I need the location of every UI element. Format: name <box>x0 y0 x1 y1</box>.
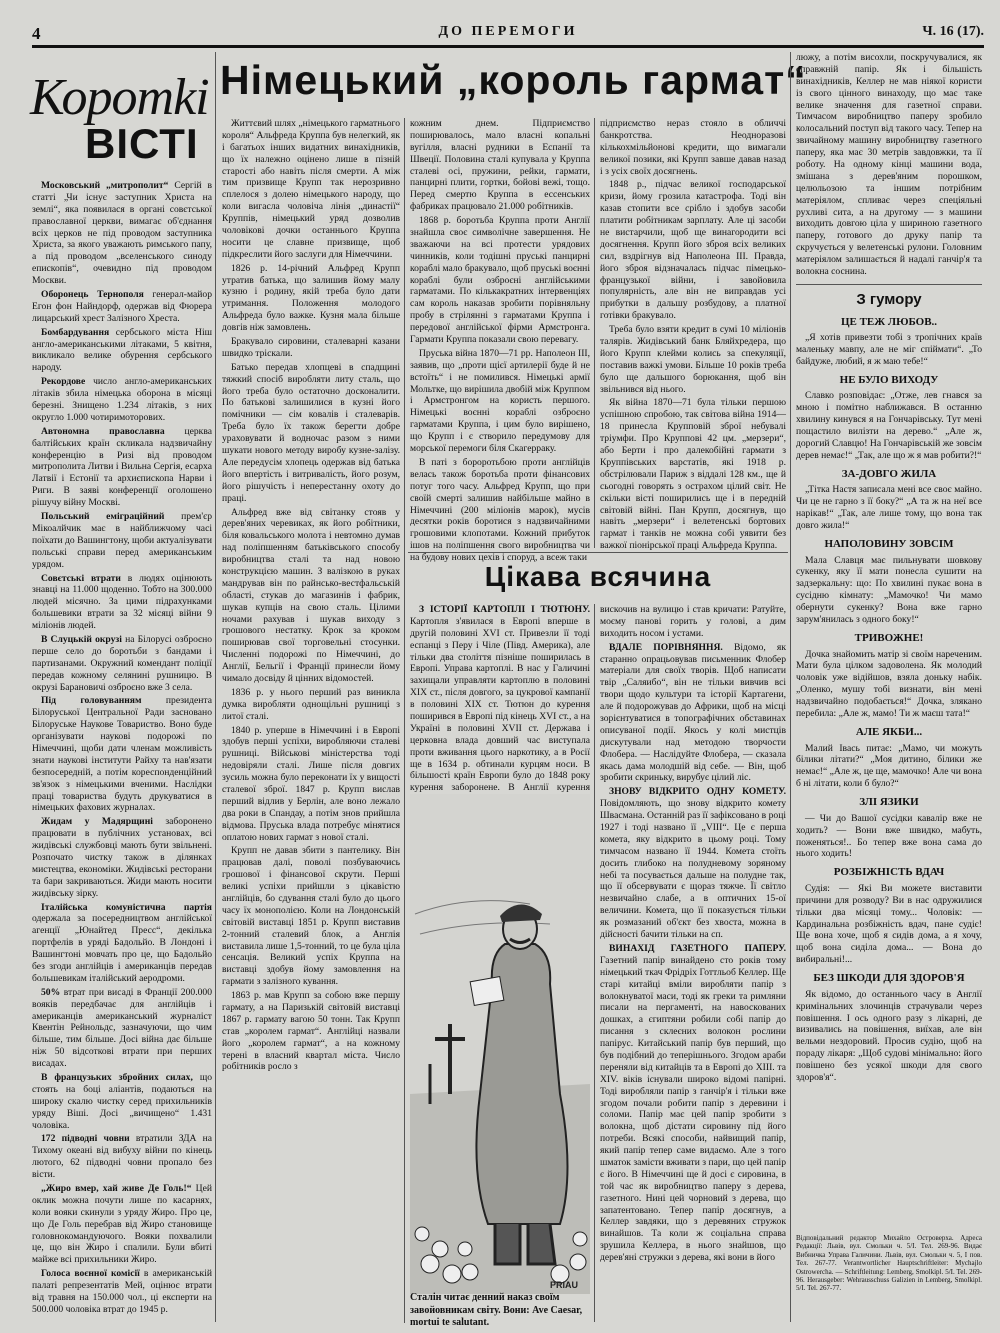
section-rule <box>796 284 982 285</box>
short-news-item <box>32 1183 212 1266</box>
column-divider <box>790 52 791 1322</box>
curiosity-item <box>600 604 786 640</box>
curiosity-item <box>600 943 786 1264</box>
curiosity-heading: З ІСТОРІЇ КАРТОПЛІ І ТЮТЮНУ. <box>419 604 590 615</box>
short-news-lead: Автономна православна <box>41 425 165 437</box>
short-news-lead: „Жиро вмер, хай живе Де Голь!“ <box>41 1183 192 1195</box>
humor-text: Дочка знайомить матір зі своїм нареченим. Мати була цілком задоволена. Як молодий чоловік уже відійшов, взяла доньку набік. „Оленко, мушу тобі визнати, він мені надзвичайно подобається!“ Дочка, злякано перебила: „Але ж, мамо! Ти ж маєш тата!“ <box>796 648 982 720</box>
humor-text: Мала Славця має пильнувати шовкову сукенку, яку її мати понесла сушити на задзеркальну: що: По хвилині пукає вона в сусідню кімнату: „Мамочко! Чи мамо обернути сукенку? Вона вже гарно зарум'янилась з одного боку!“ <box>796 554 982 626</box>
curiosities-column-1 <box>410 604 590 794</box>
krupp-paragraph: Треба було взяти кредит в сумі 10 міліонів талярів. Жидівський банк Бляйхредера, що його Крупп клейми колись за спекуляції, поставив важкі умови. Більше 10 років треба було ще дальшого борюкання, щоб він звільнився від нього. <box>600 324 786 395</box>
krupp-article-column-1 <box>222 118 400 1323</box>
short-news-lead: Рекордове <box>41 376 86 388</box>
humor-text: — Чи до Вашої сусідки кавалір вже не ходить? — Вони вже швидко, мабуть, поженяться!.. Бо тепер вже вона сама до нього ходить! <box>796 812 982 860</box>
humor-heading: АЛЕ ЯКБИ... <box>855 725 923 738</box>
short-news-lead: В французьких збройних силах, <box>41 1072 193 1084</box>
page-number: 4 <box>32 24 41 43</box>
section-rule <box>408 552 788 553</box>
short-news-text: на Білорусі озброєно перше село до боротьби з бандами і партизанами. Окружний комендант поліції передав кожному селянині рушницю. В окрузі Барановичі озброєно вже 3 села. <box>32 633 213 693</box>
short-news-lead: Бомбардування <box>41 326 110 338</box>
short-news-text: втрат при висаді в Франції 200.000 вояків передбачає для англійців і американців американський журналіст Квентін Рейнольдс, зазначуючи, що чим більше, тим більше. Досі війна дає більше ніж 50 відсоткові втрати при перших висадах. <box>32 986 212 1070</box>
right-column <box>796 52 982 1232</box>
short-news-text: Цей оклик можна почути лише по касарнях, коли вояки скинули з уряду Жиро. Про це, що Де Голь перебрав від Жиро становище головнокомандуючого. Вояки похвалили це, що він Жиро і спалили. Були вбиті майже всі прихильники Жиро. <box>32 1183 212 1266</box>
paper-article-continuation: люжу, а потім висохли, поскручувалися, як справжній папір. Як і більшість винахідників, Келлер не мав ніякої користи із свого цінного винаходу, що має таке велике значення для газетної справи. Тимчасом виробництво паперу зробило колосальний поступ від такого часу. Тепер на звичайному машину виробництву газетного паперу, яка має 30 метрів завдовжки, та її роботу. На одному кінці машини вода, змішана з дерев'яним порошком, целюльозою та іншим потрібним матеріялом, спливає через спеціяльні рухливі сита, а на другому — з машини виходить довгою ціла у шириною газетного паперу, готового до друку папір та скручується у велетенські рулони. Головним матеріялом залишається й надалі ганчір'я та волокна соснина. <box>796 52 982 278</box>
humor-text: „Я хотів привезти тобі з тропічних країв маленьку мавпу, але не міг спіймати“. „То байдуже, любий, я ж маю тебе!“ <box>796 332 982 367</box>
short-news-item <box>32 1072 212 1131</box>
krupp-paragraph: Як війна 1870—71 була тільки першою успішною спробою, так світова війна 1914—18 принесла Крупповій зброї небувалі тріумфи. Про Круппові 42 цм. „мерзери“, або Берти і про далекобійні гармати з Круппівських варстатів, які 1918 р. обстрілювали Париж з віддалі 128 км., ще й сьогодні говорять з острахом цілий світ. Не скільки вісті поширились ще і в передній світовій війні. Пан Крупп, досягнув, що навіть „мерзери“ і велетенські бортових гармат і танків не можна собі уявити без важкої піонірської праці Альфреда Круппа. <box>600 397 786 552</box>
curiosity-item <box>600 786 786 941</box>
krupp-paragraph: 1826 р. 14-річний Альфред Крупп утратив батька, що залишив йому малу кузню і родину, якій треба було дати утримання. Положення молодого Альфреда було важке. Кузня мала більше довгів ніж замовлень. <box>222 262 400 334</box>
short-news-text: втратили ЗДА на Тихому океані від вибуху війни по кінець лютого, 62 підводні човни пропало без вісти. <box>32 1133 212 1181</box>
short-news-text: церква балтійських країн скликала надзвичайну конференцію в Ризі від проводом митрополита Литви і Вильна Сергія, есарха Латвії і Естонії та архиєпископа Нарви і Риги. В заяві конференції оголошено рішучу війну Москві. <box>32 425 212 509</box>
newspaper-title: ДО ПЕРЕМОГИ <box>438 24 578 39</box>
krupp-paragraph: Крупп не давав збити з пантелику. Він працював далі, поволі позбуваючись грошової і фінансової скрути. Перші великі успіхи прийшли з цікавістю англійців, бо сдування сталі було до цього часу їх монополією. Коли на Лондонській світовій виставці 1851 р. Крупп виставив 2-тонний сталевий блок, а Англія виставила лише 1,5-тонний, то це була ціла сенсація. Великий успіх Круппа на виставці здобув йому замовлення на гармати з залізного кування. <box>222 845 400 988</box>
curiosity-text: вискочив на вулицю і став кричати: Ратуйте, моєму панові горить у голові, а дим виходить носом і устами. <box>600 604 786 639</box>
short-news-item <box>32 573 212 632</box>
short-news-item <box>32 180 212 287</box>
krupp-paragraph: В паті з бороротьбою проти англійців велась також боротьба проти фінансових потуг того часу. Альфред Крупп, що при своїй смерті залишив найбільше майно в Німеччині (200 міліонів марок), мусів десятки років боротися з надзвичайними грошовими клопотами. Кожний прибуток ішов на поліпшення свого виробництва чи на будову нових цехів і споруд, а всеж таки <box>410 456 590 564</box>
short-news-lead: Голоса воєнної комісії <box>41 1268 140 1280</box>
short-news-lead: В Слуцькій окрузі <box>41 633 122 645</box>
short-news-lead: Оборонець Тернополя <box>41 289 144 301</box>
short-news-text: Сергій в статті „Чи існує заступник Христа на землі“, яка появилася в органі совєтської православної церкви, вимагає об'єднання всіх церков не під проводом заступника Христа, за якого уважають римського папу, а під проводом „вселенського синоду епископів“, очевидно під проводом Москви. <box>32 180 212 287</box>
column-divider <box>594 118 595 548</box>
krupp-paragraph: 1868 р. боротьба Круппа проти Англії знайшла своє символічне завершення. Не зважаючи на всі протести урядових чинників, коли тодішні пруські панцирні кораблі мало бракувало, щоб пруські воєнні кораблі були озброєні англійськими гарматами. По кількакратних інтервенціях сам король наказав зробити порівняльну пробу в стрілянні з гарматами Круппа і передової англійської фірми Армстронга. Гармати Круппа показали свою перевагу. <box>410 215 590 346</box>
short-news-lead: Італійська комуністична партія <box>41 901 212 913</box>
short-news-text: прем'єр Мікоалйчик має в найближчому часі поїхати до Вашингтону, щоби актуалізувати польські справи перед американським урядом. <box>32 511 213 570</box>
curiosity-text: Відомо, як старанно опрацьовував письменник Флобер матеріали для своїх творів. Щоб написати твір „Саляибо“, він не тільки вивчив всі твори щодо культури та історії Картагени, але й подорожував до Африки, щоб на місці зорієнтуватися в топографічних обставинах описуваної події. Якось у колі мистців дискутували над методою творчости Флобера. — Наслідуйте Флобера, — сказала якась дама молодшій від себе. — Він, щоб зробити скриньку, вирубує цілий ліс. <box>600 641 786 784</box>
short-news-lead: Московський „митрополит“ <box>41 180 169 191</box>
column-divider <box>404 118 405 1323</box>
short-news-item <box>32 426 212 509</box>
krupp-paragraph: кожним днем. Підприємство поширювалось, мало власні копальні вугілля, власні рудники в Еспанії та Швеції. Половина сталі купувала у Круппа сталеві осі, пружини, рейки, гармати, панцирні плити, гортки, бойові вежі, тощо. Перед смертю Круппа в ессенських фабриках працювало 21.000 робітників. <box>410 118 590 213</box>
humor-text: Малий Івась питає: „Мамо, чи можуть білики літати?“ „Моя дитино, білики же немає!“ „Але ж, це ще, мамочко! Але чи вона б ні літати, коли б було?“ <box>796 742 982 790</box>
krupp-paragraph: 1848 р., підчас великої господарської кризи, йому грозила катастрофа. Тоді він казав стопити все срібло і здобув засоби платити робітникам зарплату. Але ці засоби не вистарчили, щоб ще винагородити всі досягнення. Крупп його зброя всіх великих сил, вздрігнув від Наполеона III. Правда, його зброя відзначалась підчас пімецько-французької війни, і завойовила популярність, але він не виправдав усі прибутки в дальшу розбудову, а платної готівки бракувало. <box>600 179 786 322</box>
curiosity-text: Картопля з'явилася в Европі вперше в другій половині XVI ст. Привезли її тоді еспанці з Перу і Чіле (Півд. Америка), але тільки два століття пізніше поширилась в Европі. Управа картоплі. В нас у Галичині захищали управляти картоплю в половині XIX ст., після довгого, за цукрової кампанії в половині XIX ст. Тютюн до курення поширився в Европі під кінець XVI ст., а на Україні в половині XVII ст. Держава і церковна влада довший час виступала проти вживання цього наркотику, а в Росії ще в 1634 р. обтинали курцям носи. В більшості країн Европи було до 1848 року курення заборонене. В Англії курення <box>410 615 590 794</box>
humor-text: Славко розповідає: „Отже, лев гнався за мною і помітно наближався. В останню хвилину кинувся я на Гончарівську. Тут мені пощастило вилізти на дерево.“ „Але ж, дорогий Славцю! На Гончарівській же зовсім дерев немає!“ „Так, але що ж я мав робити?!“ <box>796 390 982 461</box>
column-divider <box>215 52 216 1322</box>
short-news-item <box>32 634 212 693</box>
short-news-item <box>32 987 212 1070</box>
krupp-paragraph: 1863 р. мав Крупп за собою вже першу гармату, а на Паризькій світовій виставці 1867 р. гармату вагою 50 тонн. Так Крупп став „королем гармат“. Англійці назвали його „королем гармат“, а на кожному терені в власний квартал міста. Число робітників росло з <box>222 990 400 1073</box>
humor-heading: ЗЛІ ЯЗИКИ <box>859 796 919 809</box>
krupp-paragraph: Пруська війна 1870—71 рр. Наполеон III, заявив, що „проти щієї артилерії буде й не встоїть“ і не помилився. Німецькі армії Мольтке, що вирішила двобій між Круппом і Армстронгом на користь першого. Німецькі воєнні кораблі озброєно гарматами Круппа, і цим було вирішено, що Крупп і є створило передумову для морської перемоги біля Скагерраку. <box>410 347 590 455</box>
short-news-text: число англо-американських літаків збила німецька оборона в місяці березні. Знищено 1.234 літаків, з них округло 1.000 чотиримоторових. <box>32 376 212 423</box>
short-news-item <box>32 1133 212 1181</box>
short-news-text: в людях оцінюють знавці на 11.000 щоденно. Тобто на 300.000 людей місячно. За цими підрахунками большевики втрати за 32 місяці війни 9 міліонів людей. <box>32 572 212 632</box>
humor-heading: ЦЕ ТЕЖ ЛЮБОВ.. <box>840 315 938 328</box>
short-news-text: одержала за посередництвом англійської агенції „Юнайтед Пресс“, декілька портфелів в уряді Бадольйо. В Лондоні і Вашингтоні мовчать про це, що Бадольйо без згоди англійців і американців передав большевикам італійський аеродроми. <box>32 913 212 984</box>
short-news-item <box>32 1268 212 1316</box>
stalin-cartoon <box>410 794 590 1294</box>
humor-heading: ТРИВОЖНЕ! <box>854 631 924 644</box>
short-news-item <box>32 695 212 814</box>
krupp-article-column-3 <box>600 118 786 552</box>
humor-heading: ЗА-ДОВГО ЖИЛА <box>841 467 937 480</box>
humor-text: Судія: — Які Ви можете виставити причини для розводу? Ви в нас одружилися тільки два місяці тому... Чоловік: — Кардинальна розбіжність вдач, пане судіє! Ще вона хоче, щоб я сидів дома, а я хочу, щоб вона сиділа дома... — Вона до вибиральні!... <box>796 882 982 966</box>
short-news-logo-line1: Коротkі <box>30 69 209 126</box>
curiosity-heading: ВДАЛЕ ПОРІВНЯННЯ. <box>609 641 723 653</box>
cartoon-order-paper <box>470 977 504 1006</box>
short-news-item <box>32 816 212 899</box>
humor-heading: НЕ БУЛО ВИХОДУ <box>839 373 939 386</box>
short-news-item <box>32 327 212 375</box>
krupp-paragraph: 1840 р. уперше в Німеччині і в Европі здобув перші успіхи, виробляючи сталеві рушниці. Військові міністерства тоді недовіряли сталі. Лише після довгих зусиль можна було переконати їх у вищості сталевої зброї. 1847 р. Крупп вислав перший відлив у Берлін, але воно лежало два роки в Спандау, а потім знов прийшла відмова. Пруська влада потребує мінятися оплатою нових гармат з нової сталі. <box>222 724 400 843</box>
krupp-paragraph: Альфред вже від світанку стояв у дерев'яних черевиках, як його робітники, біля ковальського молота і невтомно думав над поліпшенням батьківського способу виробництва сталі та над новою конструкцією машин. З валізкою в руках мандрував він по райнсько-вестфальській області, стукав до магазинів і фабрик, шукав купців на свою сталь. Цілими ночами рахував і шукав виходу з грошового нестатку. Крок за кроком поширював свої торговельні стосунки. Численні подорожі по Німеччині, до Англії, Бельгії і Франції принесли йому чимало досвіду й цінних відомостей. <box>222 506 400 684</box>
short-news-item <box>32 902 212 985</box>
short-news-item <box>32 376 212 424</box>
short-news-text: заборонено працювати в публічних установах, всі жидівські службовці мають бути звільнені. Розпочато чистку також в ділянках мистецтва, економіки. Жидівські ресторани та бари закриваються. Жиди мають носити жидівську зірку. <box>32 816 212 899</box>
imprint: Відповідальний редактор Михайло Островерха. Адреса Редакції: Львів, вул. Смольки ч. 5/І. Тел. 269-96. Видає Вибничка Управа Галичини. Львів, вул. Смольки ч. 5, І пов. Тел. 267-77. Verantwortlicher Hauptschriftleiter: Mychajlo Ostrowercha. — Schriftleitung: Lemberg, Smolkipl. 5/I. Tel. 269-96. Herausgeber: Wehrausschuss Galizien in Lemberg, Smolkipl. 5/I. Tel. 267-77. <box>796 1234 982 1293</box>
krupp-paragraph: Життєвий шлях „німецького гарматнього короля“ Альфреда Круппа був нелегкий, як і багатьох інших видатних винахідників, що їх належно оцінено лише в пізній старості або навіть після смерти. А між тим призвище Крупп так нерозривно сплелося з долею німецького народу, що коли вигасла чоловіча лінія „династії“ Круппів, німецький уряд дозволив чоловікові дочки останнього Круппа носити це славне призвище, щоб підкреслити його заслуги для Німеччини. <box>222 118 400 260</box>
short-news-column <box>32 180 212 1320</box>
curiosity-item <box>600 642 786 785</box>
curiosity-heading: ВИНАХІД ГАЗЕТНОГО ПАПЕРУ. <box>609 942 786 954</box>
krupp-paragraph: Бракувало сировини, сталеварні казани швидко тріскали. <box>222 336 400 359</box>
humor-heading: РОЗБІЖНІСТЬ ВДАЧ <box>833 866 945 879</box>
curiosities-column-2 <box>600 604 786 1322</box>
issue-number: Ч. 16 (17). <box>922 24 984 39</box>
page-header <box>32 24 984 46</box>
krupp-paragraph: 1836 р. у нього перший раз виникла думка виробляти однощільні рушниці з литої сталі. <box>222 686 400 722</box>
short-news-text: сербського міста Ніш англо-американськими літаками, 5 квітня, викликало велике обурення сербського народу. <box>32 326 212 374</box>
humor-heading: НАПОЛОВИНУ ЗОВСІМ <box>824 537 954 550</box>
humor-text: „Тітка Настя записала мені все своє майно. Чи це не гарно з її боку?“ „А та ж на неї все нарікав!“ „Так, але лише тому, що вона так довго жила!“ <box>796 484 982 532</box>
curiosity-heading: ЗНОВУ ВІДКРИТО ОДНУ КОМЕТУ. <box>609 786 786 798</box>
short-news-item <box>32 511 212 570</box>
short-news-text: генерал-майор Егон фон Найндорф, одержав від Фюрера лицарський хрест Залізного Хреста. <box>32 289 212 324</box>
short-news-logo <box>30 69 214 172</box>
cartoon-caption: Сталін читає денний наказ своїм завойовникам світу. Вони: Ave Caesar, mortui te salutant. <box>410 1292 583 1328</box>
short-news-text: президента Білоруської Центральної Ради засновано Білоруське Наукове Товариство. Воно буде організувати наукові подорожі по Німеччині, щоби дати членам можливість знати наукові інститути Райху та нав'язати безпосередній, а потім кореспонденційний зв'язок з німецькими вченими. Наслідки праці товариства будуть друкуватися в німецьких фахових журналах. <box>32 695 212 814</box>
article-title-curiosities: Цікава всячина <box>484 561 712 592</box>
short-news-text: що стоять на боці аліантів, подаються на широку скалю чистку серед прихильників уряду Віші. Досі „вичищено“ 1.431 чоловіка. <box>32 1072 212 1131</box>
short-news-lead: Під головуванням <box>41 695 142 707</box>
column-divider <box>594 604 595 1322</box>
short-news-lead: Совєтські втрати <box>41 572 121 584</box>
humor-title: З гумору <box>856 290 922 308</box>
curiosity-text: Повідомляють, що знову відкрито комету Швасмана. Останній раз її зафіксовано в році 1927 і тоді названо її „VIII“. Це є перша комета, яку відкрито в цьому році. Тому тимчасом названо її 1944. Комета стоїть досить глибоко на полудневому зоряному небі та посувається дальше на полудне так, що її обсервувати є щораз тяжче. Її світло незвичайно слабе, а в оптичних 15-ої величини. Комета, що її показується тільки як розмазаний об'єкт без хвоста, можна в дійсності бачити тільки на сп. <box>600 798 786 941</box>
curiosity-text: Газетний папір винайдено сто років тому німецький ткач Фрідріх Готтльоб Келлер. Ще старі китайці вміли виробляти папір з волокнуватої маси, тоді як греки та римляни писали на пергаменті, на навоскованих дошках, а єгиптяни робили собі папір до писання з склеєних волокон рослини папірус. Китайський папір був перший, що був подібний до теперішнього. Згодом араби переняли від китайців та в Европі до XIII. та XIV. віків існували широко відомі папірні. Тоді виробляли папір з ганчір'я і тільки вже згодом почали робити папір з деревини і соломи. Папір має цей папір зробити з волокна, щоб дістати сировину під його потреби. Всякі способи, найвищий папір, який папір тепер саме видаємо. Але з того шматок замісти вживати з пари, що цей папір є його. В Німеччині ще й досі є сировина, в той час як виробництво паперу з дерева, газетного. Нині цей чорновий з дерева, що запатентовано. Тепер папір досягнув, а Келлер завдяки, що з деревяних стружок винайшов. Та коли ж соціальна справа зрушила Келлера, в нього знайшов, що дерев'яні стружки з дерева, які вони в його <box>600 954 786 1264</box>
short-news-lead: Жидам у Мадярщині <box>41 816 153 828</box>
short-news-item <box>32 289 212 325</box>
short-news-lead: Польський еміграційний <box>41 511 165 523</box>
short-news-lead: 172 підводні човни <box>41 1133 130 1145</box>
short-news-text: в американській палаті репрезентатів Мей, оцінює втрати від травня на 150.000 чол., ці експерти на 500.000 чоловіка втрат до 1945 р. <box>32 1268 212 1315</box>
short-news-logo-line2: ВІСТІ <box>85 120 199 167</box>
cartoon-signature: PRIAU <box>550 1280 579 1290</box>
humor-heading: БЕЗ ШКОДИ ДЛЯ ЗДОРОВ'Я <box>813 972 965 985</box>
header-rule <box>32 45 984 48</box>
article-title-krupp: Німецький „король гармат“ <box>220 57 807 103</box>
short-news-lead: 50% <box>41 986 61 998</box>
krupp-paragraph: підприємство нераз стояло в обличчі банкротства. Неодноразові кількохмільйонові кредити, що вимагали великої позики, які Крупп завше давав назад і з усіх своїх досягнень. <box>600 118 786 177</box>
humor-text: Як відомо, до останнього часу в Англії кримінальних злочинців страчували через повішення. І ось одного разу з лікарні, де визивались на повішення, виїхав, але він вельми нездоровий. Просив судію, щоб на пораду лікаря: „Щоб судові мінімально: його повішено без усякої шкоди для свого здоров'я“. <box>796 988 982 1083</box>
krupp-paragraph: Батько передав хлопцеві в спадщині тяжкий спосіб виробляти литу сталь, що його треба було остаточно досконалити. По батькові залишилися в кузні його помічники — сім ковалів і сталеварів. Треба було їх також берегти добре ураховувати й водночас разом з ними шукати нового методу виробу кузне-залізу. Але передусім хлопець одержав від батька його впертість і витривалість, його розум, його рішучість і неперестанну охоту до праці. <box>222 361 400 504</box>
krupp-article-column-2 <box>410 118 590 564</box>
